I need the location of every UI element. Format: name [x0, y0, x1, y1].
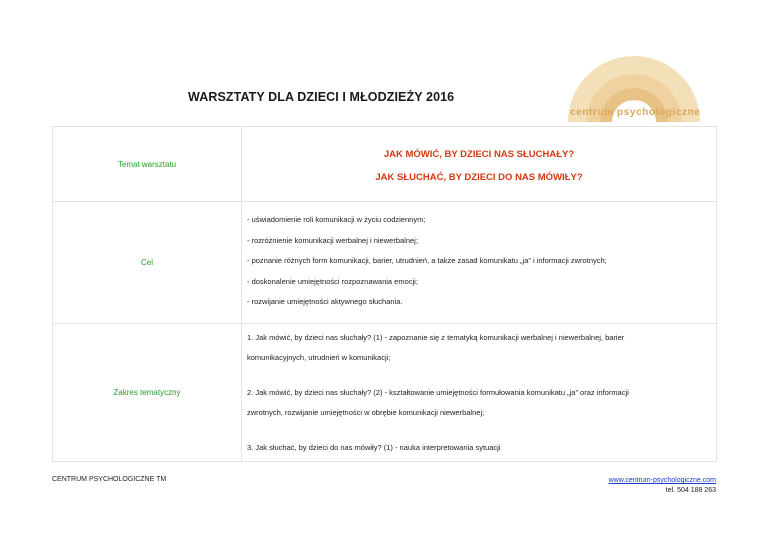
logo-name: centrum psychologiczne — [570, 107, 701, 118]
phone-number: tel. 504 188 263 — [665, 487, 716, 494]
scope-item-2-line-2: zwrotnych, rozwijanie umiejętności w obrębie komunikacji niewerbalnej; — [247, 408, 485, 417]
topic-label: Temat warsztatu — [53, 127, 242, 202]
goal-content — [242, 202, 717, 324]
footer-contact — [609, 476, 716, 496]
company-logo — [558, 44, 716, 126]
topic-line-2: JAK SŁUCHAĆ, BY DZIECI DO NAS MÓWIŁY? — [375, 172, 583, 183]
scope-item-1-line-1: 1. Jak mówić, by dzieci nas słuchały? (1) - zapoznanie się z tematyką komunikacji werbalnej i niewerbalnej, barier — [247, 332, 625, 342]
goal-item: - rozwijanie umiejętności aktywnego słuchania. — [247, 297, 403, 306]
goal-row — [53, 202, 717, 324]
footer-company: CENTRUM PSYCHOLOGICZNE TM — [52, 476, 167, 483]
goal-item: - rozróżnienie komunikacji werbalnej i niewerbalnej; — [247, 235, 418, 245]
document-title: WARSZTATY DLA DZIECI I MŁODZIEŻY 2016 — [188, 90, 455, 104]
topic-line-1: JAK MÓWIĆ, BY DZIECI NAS SŁUCHAŁY? — [383, 149, 575, 160]
scope-label: Zakres tematyczny — [53, 323, 242, 462]
goal-item: - uświadomienie roli komunikacji w życiu codziennym; — [247, 215, 426, 224]
workshop-table — [52, 126, 717, 462]
scope-row — [53, 323, 717, 462]
topic-row — [53, 127, 717, 202]
topic-content — [242, 127, 717, 202]
goal-label: Cel — [53, 202, 242, 324]
scope-content — [242, 323, 717, 462]
scope-item-2-line-1: 2. Jak mówić, by dzieci nas słuchały? (2) - kształtowanie umiejętności formułowania komunikatu „ja” oraz informacji — [247, 387, 629, 397]
website-link[interactable]: www.centrum-psychologiczne.com — [608, 477, 716, 484]
scope-item-1-line-2: komunikacyjnych, utrudnień w komunikacji; — [247, 353, 391, 362]
logo-mark: TM — [619, 92, 637, 104]
goal-item: - doskonalenie umiejętności rozpoznawania emocji; — [247, 276, 418, 286]
goal-item: - poznanie różnych form komunikacji, barier, utrudnień, a także zasad komunikatu „ja” i informacji zwrotnych; — [247, 256, 607, 265]
scope-item-3-line-1: 3. Jak słuchać, by dzieci do nas mówiły? (1) - nauka interpretowania sytuacji — [247, 442, 501, 452]
